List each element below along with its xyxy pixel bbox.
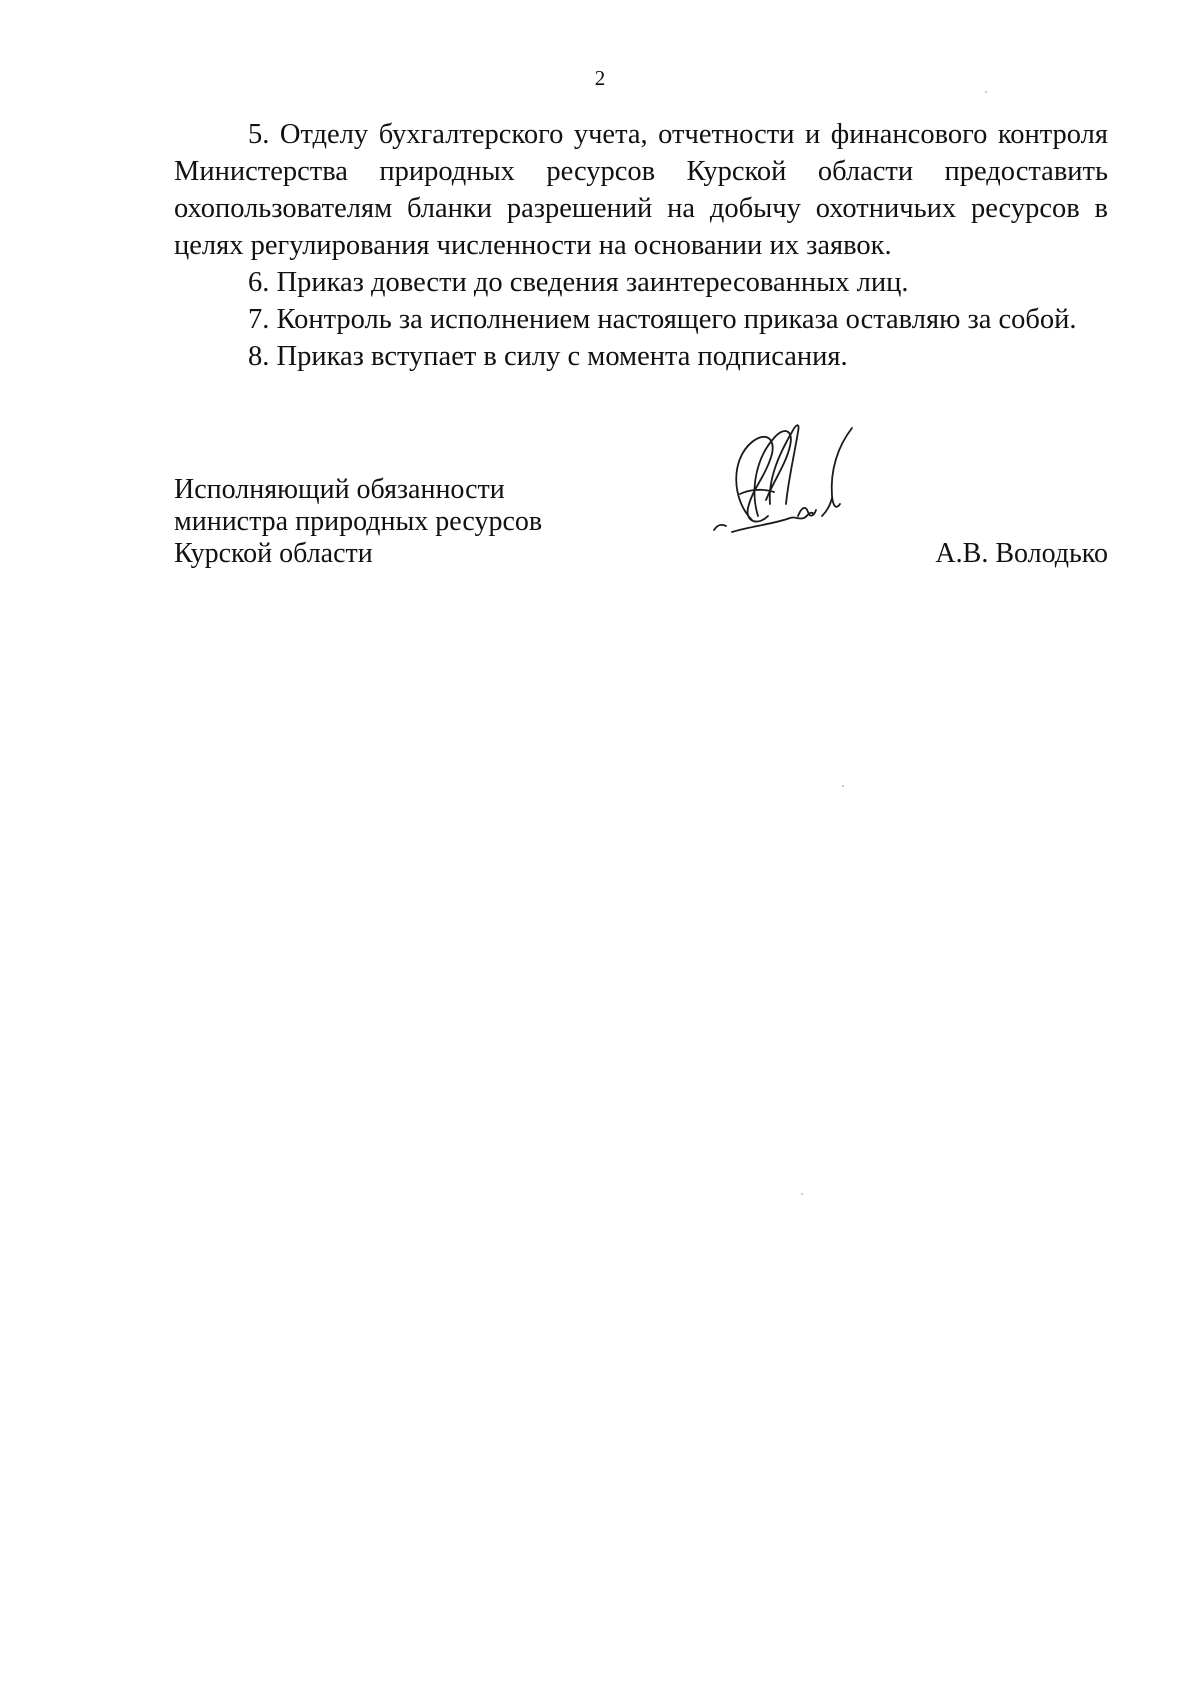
scan-speck (985, 91, 987, 93)
paragraph-8: 8. Приказ вступает в силу с момента подписания. (248, 341, 848, 372)
position-line-1: Исполняющий обязанности (174, 474, 505, 505)
page-number: 2 (594, 66, 606, 90)
scan-speck (801, 1193, 803, 1195)
handwritten-signature-icon (712, 420, 872, 555)
signer-name: А.В. Володько (935, 538, 1108, 569)
scan-speck (842, 785, 844, 787)
position-line-2: министра природных ресурсов (174, 506, 543, 537)
position-line-3: Курской области (174, 538, 373, 569)
signatory-position (174, 474, 542, 570)
paragraph-7: 7. Контроль за исполнением настоящего приказа оставляю за собой. (248, 304, 1077, 335)
document-body (174, 116, 1108, 375)
paragraph-6: 6. Приказ довести до сведения заинтересованных лиц. (248, 267, 909, 298)
paragraph-5: 5. Отделу бухгалтерского учета, отчетности и финансового контроля Министерства природных ресурсов Курской области предоставить охопользователям бланки разрешений на добычу охотничьих ресурсов в целях регулирования численности на основании их заявок. (174, 119, 1108, 261)
